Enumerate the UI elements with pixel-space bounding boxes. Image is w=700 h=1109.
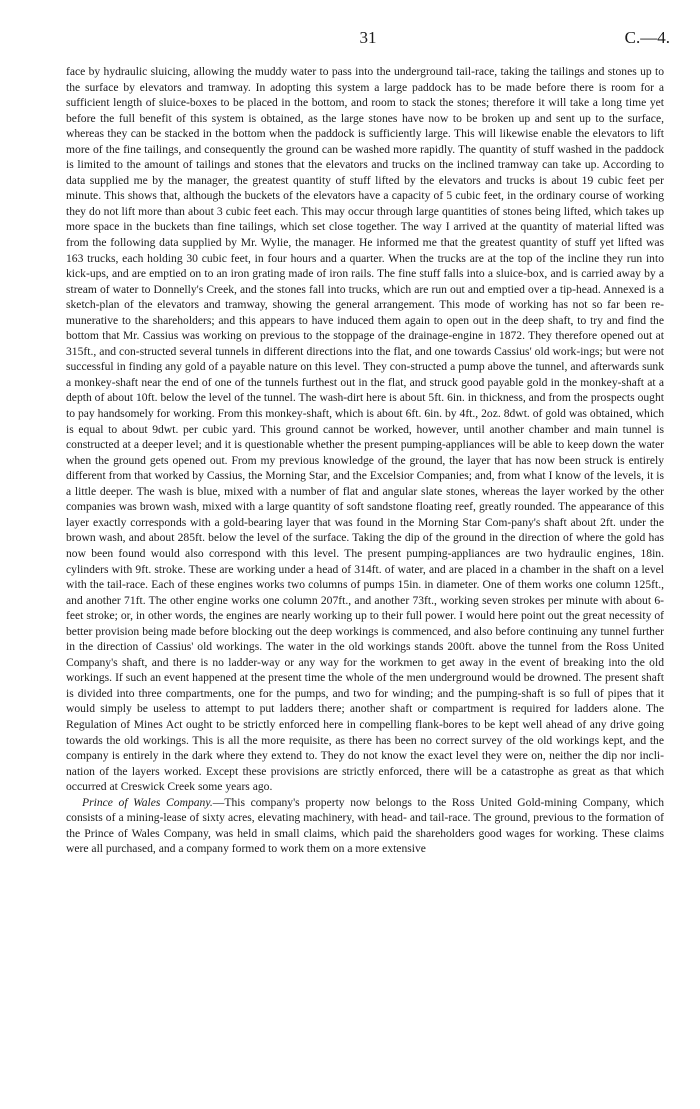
page-number: 31 xyxy=(359,28,377,47)
paragraph-prince-of-wales xyxy=(66,795,664,857)
page-header xyxy=(66,28,670,52)
body-text xyxy=(66,64,664,857)
document-code: C.—4. xyxy=(624,28,670,47)
paragraph-continued: face by hydraulic sluicing, allowing the muddy water to pass into the underground tail-race, taking the tailings and stones up to the surface by elevators and tramway. In adopting this system a large paddock has to be made before there is room for a sufficient length of sluice-boxes to be placed in the bottom, and room to stack the stones; therefore it will take a long time yet before the full benefit of this system is obtained, as the large stones have now to be broken up and sent up to the surface, whereas they can be stacked in the bottom when the paddock is sufficiently large. This will likewise enable the elevators to lift more of the fine tailings, and consequently the ground can be washed more rapidly. The quantity of stuff washed in the paddock is limited to the amount of tailings and stones that the elevators and trucks on the inclined tramway can take up. According to data supplied me by the manager, the greatest quantity of stuff lifted by the elevators and trucks is about 19 cubic feet per minute. This shows that, although the buckets of the elevators have a capacity of 5 cubic feet, in the ordinary course of working they do not lift more than about 3 cubic feet each. This may occur through large quantities of stones being lifted, which takes up more space in the buckets than fine tailings, which set close together. The way I arrived at the quantity of material lifted was from the following data supplied by Mr. Wylie, the manager. He informed me that the greatest quantity of stuff yet lifted was 163 trucks, each holding 30 cubic feet, in four hours and a quarter. When the trucks are at the top of the incline they run into kick-ups, and are emptied on to an iron grating made of iron rails. The fine stuff falls into a sluice-box, and is carried away by a stream of water to Donnelly's Creek, and the stones fall into trucks, which are run out and emptied over a tip-head. Annexed is a sketch-plan of the elevators and tramway, showing the general arrangement. This mode of working has not so far been re-munerative to the shareholders; and this appears to have induced them again to open out in the deep shaft, to try and find the bottom that Mr. Cassius was working on previous to the stoppage of the drainage-engine in 1872. They therefore opened out at 315ft., and con-structed several tunnels in different directions into the flat, and one towards Cassius' old work-ings; but were not successful in finding any gold of a payable nature on this level. They con-structed a pump above the tunnel, and afterwards sunk a monkey-shaft near the end of one of the tunnels furthest out in the flat, and struck good payable gold in the monkey-shaft at a depth of about 10ft. below the level of the tunnel. The wash-dirt here is about 5ft. 6in. in thickness, and from the prospects ought to pay handsomely for working. From this monkey-shaft, which is about 6ft. 6in. by 4ft., 2oz. 8dwt. of gold was obtained, which is equal to about 9dwt. per cubic yard. This ground cannot be worked, however, until another chamber and main tunnel is constructed at a deeper level; and it is questionable whether the present pumping-appliances will be able to keep down the water when the ground gets opened out. From my previous knowledge of the ground, the layer that has now been struck is entirely different from that worked by Cassius, the Morning Star, and the Excelsior Companies; and, from what I know of the levels, it is a little deeper. The wash is blue, mixed with a number of flat and angular slate stones, whereas the layer worked by the other companies was brown wash, mixed with a large quantity of soft sandstone floating reef, greatly rounded. The appearance of this layer exactly corresponds with a gold-bearing layer that was found in the Morning Star Com-pany's shaft about 2ft. under the brown wash, and about 285ft. below the level of the surface. Taking the dip of the ground in the direction of where the gold has now been found would also correspond with this level. The present pumping-appliances are two hydraulic engines, 18in. cylinders with 9ft. stroke. These are working under a head of 314ft. of water, and are placed in a chamber in the shaft on a level with the tail-race. Each of these engines works two columns of pumps 15in. in diameter. One of them works one column 125ft., and another 71ft. The other engine works one column 207ft., and another 73ft., working seven strokes per minute with about 6-feet stroke; or, in other words, the engines are nearly working up to their full power. I would here point out the great necessity of better provision being made before blocking out the deep workings is commenced, and also before continuing any tunnel further in the direction of Cassius' old workings. The water in the old workings stands 200ft. above the tunnel from the Ross United Company's shaft, and there is no ladder-way or any way for the workmen to get away in the event of breaking into the old workings. If such an event happened at the present time the whole of the men underground would be drowned. The present shaft is divided into three compartments, one for the pumps, and two for winding; and the pumping-shaft is so full of pipes that it would simply be useless to attempt to put ladders there; another shaft or compartment is required for ladders alone. The Regulation of Mines Act ought to be strictly enforced here in compelling flank-bores to be kept well ahead of any drive going towards the old workings. This is all the more requisite, as there has been no correct survey of the old workings kept, and the company is entirely in the dark where they extend to. They do not know the exact level they were on, neither the dip nor incli-nation of the layers worked. Except these provisions are strictly enforced, there will be a catastrophe as great as that which occurred at Creswick Creek some years ago. xyxy=(66,65,664,794)
section-heading-prince-of-wales: Prince of Wales Company. xyxy=(82,795,213,809)
paragraph-text: —This company's property now belongs to the Ross United Gold-mining Company, which consists of a mining-lease of sixty acres, elevating machinery, with head- and tail-race. The ground, previous to the formation of the Prince of Wales Company, was held in small claims, which paid the shareholders good wages for working. These claims were all purchased, and a company formed to work them on a more extensive xyxy=(66,795,664,856)
